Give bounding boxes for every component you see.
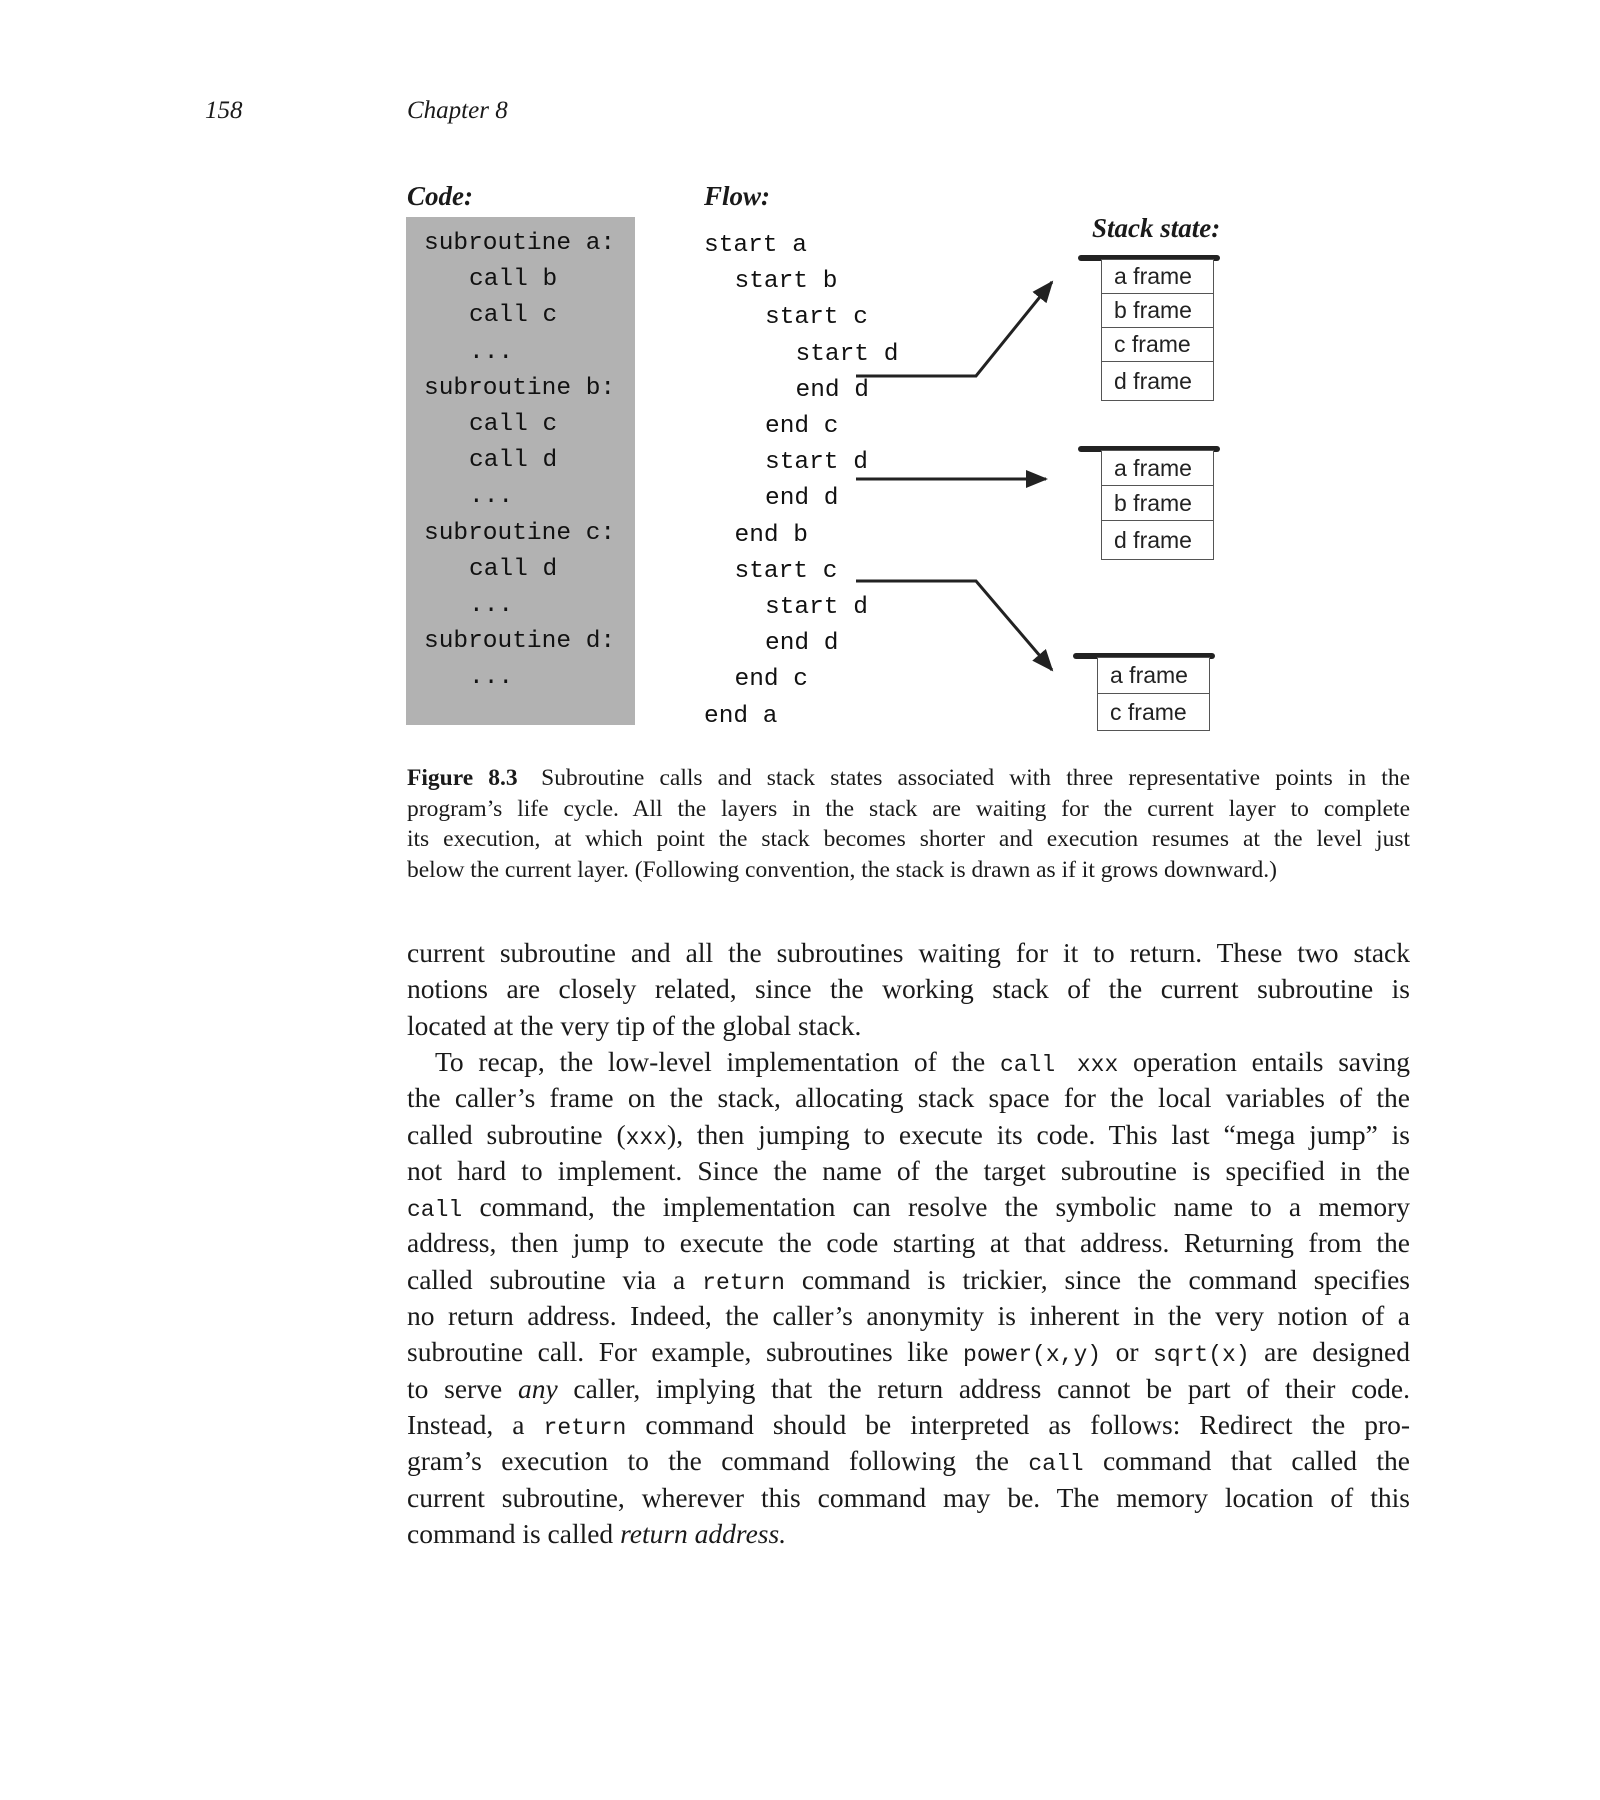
code-line: subroutine b: xyxy=(424,374,616,402)
emphasis: any xyxy=(517,1372,558,1404)
body-line xyxy=(407,971,1410,1007)
code-line: ... xyxy=(469,483,514,511)
body-line xyxy=(407,935,1410,971)
code-line: subroutine c: xyxy=(424,519,616,547)
flow-line: start c xyxy=(765,304,868,332)
inline-code: power(x,y) xyxy=(963,1342,1102,1369)
caption-line xyxy=(407,794,1410,825)
stack-frame: a frame xyxy=(1102,260,1213,294)
flow-line: end b xyxy=(734,521,809,549)
text-run: ), then jumping to execute its code. This last “mega jump” is xyxy=(667,1118,1410,1150)
stack-frame: a frame xyxy=(1098,658,1209,694)
body-line xyxy=(407,1080,1410,1116)
body-line xyxy=(407,1189,1410,1228)
text-run: to serve xyxy=(407,1372,518,1404)
stack-frame: b frame xyxy=(1102,294,1213,328)
text-run: Instead, a xyxy=(407,1408,544,1440)
text-run: notions are closely related, since the working stack of the current subroutine is xyxy=(407,973,1410,1005)
text-run: command that called the xyxy=(1083,1445,1410,1477)
stack-frame: c frame xyxy=(1110,698,1187,725)
stack-state-label: Stack state: xyxy=(1092,213,1221,243)
stack-frame: a frame xyxy=(1102,451,1213,486)
text-run: gram’s execution to the command following the xyxy=(407,1445,1029,1477)
flow-line: end d xyxy=(795,376,870,404)
caption-text: program’s life cycle. All the layers in the stack are waiting for the current layer to complete xyxy=(407,795,1410,822)
text-run: command should be interpreted as follows: Redirect the pro- xyxy=(626,1408,1411,1440)
text-run: To recap, the low-level implementation of the xyxy=(435,1045,1000,1077)
body-line xyxy=(407,1480,1410,1516)
text-run: current subroutine, wherever this command may be. The memory location of this xyxy=(407,1481,1410,1513)
stack-frame: b frame xyxy=(1102,486,1213,521)
text-run: the caller’s frame on the stack, allocating stack space for the local variables of the xyxy=(407,1082,1410,1114)
emphasis: return address. xyxy=(620,1517,787,1549)
body-line xyxy=(407,1298,1410,1334)
caption-text: its execution, at which point the stack becomes shorter and execution resumes at the level just xyxy=(407,826,1410,852)
caption-text: Subroutine calls and stack states associated with three representative points in the xyxy=(541,765,1410,791)
inline-code: call xyxy=(407,1197,463,1224)
flow-line: end a xyxy=(704,702,778,730)
text-run: are designed xyxy=(1249,1336,1410,1368)
chapter-title: Chapter 8 xyxy=(407,97,508,124)
text-run: command, the implementation can resolve the symbolic name to a memory xyxy=(462,1191,1410,1223)
code-line: call c xyxy=(469,302,558,330)
code-line: ... xyxy=(469,664,514,692)
body-line xyxy=(407,1225,1410,1261)
code-line: ... xyxy=(469,338,514,366)
body-line xyxy=(407,1516,1410,1552)
flow-line: end d xyxy=(765,485,839,513)
stack-frame: c frame xyxy=(1102,328,1213,362)
flow-line: start d xyxy=(765,594,868,621)
code-label: Code: xyxy=(407,181,473,211)
text-run: no return address. Indeed, the caller’s anonymity is inherent in the very notion of a xyxy=(407,1300,1410,1331)
body-line xyxy=(407,1407,1410,1446)
text-run: located at the very tip of the global stack. xyxy=(407,1009,862,1041)
code-line: ... xyxy=(469,592,514,619)
body-line xyxy=(407,1008,1410,1044)
text-run: caller, implying that the return address cannot be part of their code. xyxy=(557,1372,1410,1404)
body-line xyxy=(407,1262,1410,1301)
code-line: call d xyxy=(469,447,558,475)
flow-line: start d xyxy=(765,449,868,477)
inline-code: xxx xyxy=(625,1124,668,1151)
text-run: called subroutine ( xyxy=(407,1118,626,1150)
stack-frame: d frame xyxy=(1114,367,1192,394)
body-line xyxy=(407,1334,1410,1373)
body-line xyxy=(407,1443,1410,1482)
flow-line: start c xyxy=(734,557,838,585)
text-run: command is called xyxy=(407,1517,621,1549)
inline-code: call xxx xyxy=(999,1051,1119,1078)
text-run: subroutine call. For example, subroutines like xyxy=(407,1336,964,1368)
text-run: current subroutine and all the subroutines waiting for it to return. These two stack xyxy=(407,937,1410,968)
page-number: 158 xyxy=(205,97,243,124)
flow-label: Flow: xyxy=(704,181,771,211)
flow-line: end d xyxy=(765,630,839,658)
caption-text: below the current layer. (Following convention, the stack is drawn as if it grows downward.) xyxy=(407,856,1277,883)
flow-line: end c xyxy=(765,413,839,440)
flow-line: start b xyxy=(734,268,838,296)
code-line: subroutine a: xyxy=(424,230,616,257)
code-line: call c xyxy=(469,411,558,438)
text-run: operation entails saving xyxy=(1118,1045,1410,1077)
body-line xyxy=(407,1117,1410,1156)
flow-line: start a xyxy=(704,232,807,259)
text-run: or xyxy=(1101,1336,1154,1368)
stack-frame: d frame xyxy=(1114,526,1192,553)
caption-line xyxy=(407,763,1410,794)
arrow-to-stack-3 xyxy=(856,581,1052,670)
text-run: command is trickier, since the command specifies xyxy=(784,1263,1410,1295)
flow-line: end c xyxy=(734,666,809,694)
code-line: call d xyxy=(469,555,558,583)
inline-code: return xyxy=(702,1269,785,1296)
arrow-to-stack-1 xyxy=(856,282,1052,376)
figure-label: Figure 8.3 xyxy=(407,765,518,791)
flow-line: start d xyxy=(795,340,899,368)
inline-code: sqrt(x) xyxy=(1153,1342,1250,1369)
code-line: subroutine d: xyxy=(424,628,616,656)
body-line xyxy=(407,1044,1410,1083)
inline-code: call xyxy=(1028,1451,1084,1478)
caption-line xyxy=(407,824,1410,855)
text-run: address, then jump to execute the code starting at that address. Returning from the xyxy=(407,1227,1410,1259)
caption-line xyxy=(407,855,1410,886)
text-run: called subroutine via a xyxy=(407,1263,703,1295)
body-line xyxy=(407,1371,1410,1407)
body-line xyxy=(407,1153,1410,1189)
inline-code: return xyxy=(543,1414,627,1441)
text-run: not hard to implement. Since the name of the target subroutine is specified in the xyxy=(407,1154,1410,1186)
code-line: call b xyxy=(469,266,558,294)
